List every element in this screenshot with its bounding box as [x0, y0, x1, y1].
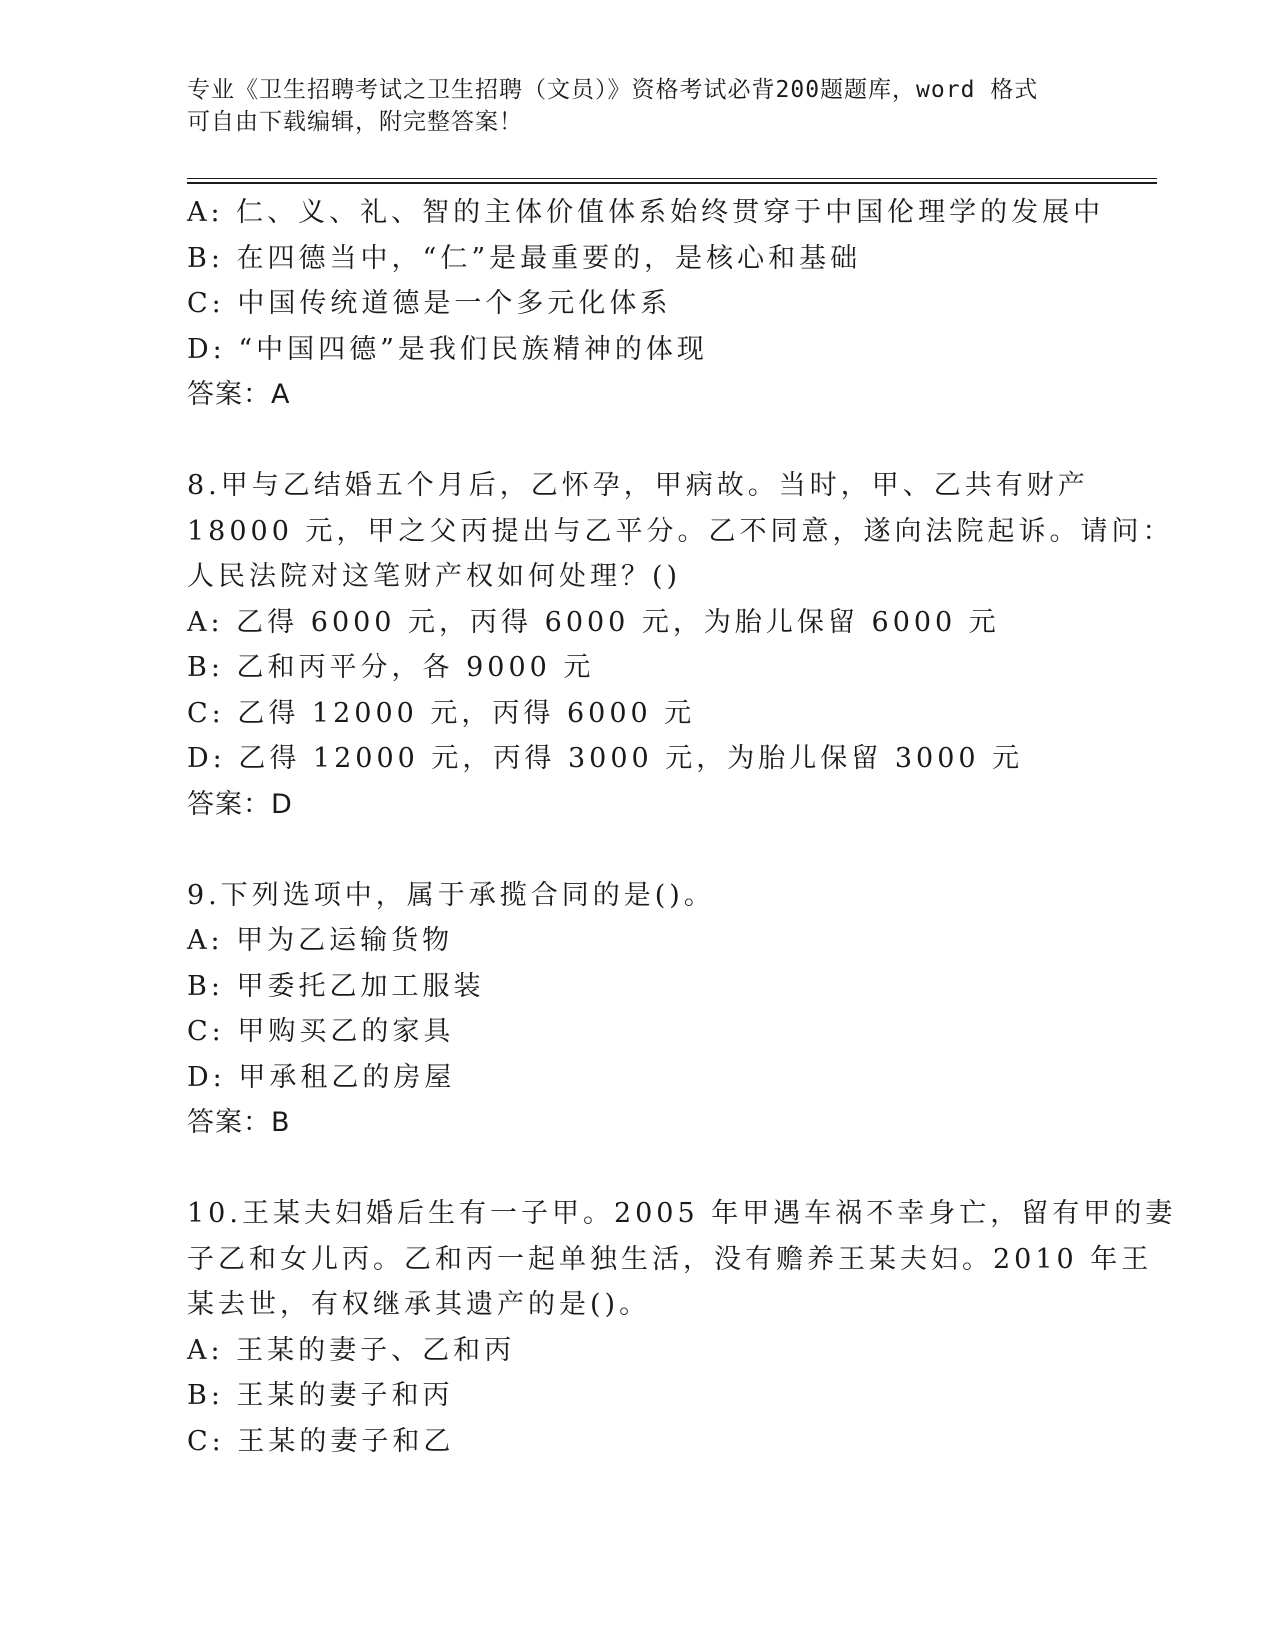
option-a: A: 仁、义、礼、智的主体价值体系始终贯穿于中国伦理学的发展中	[187, 197, 1105, 228]
question-9	[187, 873, 1107, 1146]
question-text-line-1: 10.王某夫妇婚后生有一子甲。2005 年甲遇车祸不幸身亡，留有甲的妻	[187, 1198, 1177, 1229]
question-7	[187, 190, 1107, 418]
question-text-line-2: 子乙和女儿丙。乙和丙一起单独生活，没有赡养王某夫妇。2010 年王	[187, 1243, 1153, 1275]
question-10	[187, 1191, 1177, 1464]
option-a: A: 甲为乙运输货物	[187, 925, 454, 956]
option-d: D: “中国四德”是我们民族精神的体现	[187, 333, 708, 365]
spacer	[187, 827, 1107, 873]
answer: 答案：B	[187, 1107, 291, 1138]
question-8	[187, 463, 1174, 827]
header-line-2: 可自由下载编辑，附完整答案！	[187, 109, 523, 135]
header-line-1: 专业《卫生招聘考试之卫生招聘（文员）》资格考试必背200题题库，word 格式	[187, 77, 1039, 103]
option-b: B: 乙和丙平分，各 9000 元	[187, 652, 595, 683]
header-divider-thick	[187, 182, 1157, 184]
question-text-line-2: 18000 元，甲之父丙提出与乙平分。乙不同意，遂向法院起诉。请问：	[187, 515, 1174, 547]
option-c: C: 甲购买乙的家具	[187, 1016, 455, 1047]
option-c: C: 中国传统道德是一个多元化体系	[187, 288, 672, 319]
spacer	[187, 418, 1107, 464]
option-b: B: 王某的妻子和丙	[187, 1380, 454, 1411]
option-a: A: 王某的妻子、乙和丙	[187, 1334, 516, 1366]
question-text-line-3: 某去世，有权继承其遗产的是()。	[187, 1289, 651, 1320]
question-text-line-1: 9.下列选项中，属于承揽合同的是()。	[187, 879, 715, 911]
header-divider-thin	[187, 178, 1157, 179]
option-d: D: 甲承租乙的房屋	[187, 1061, 456, 1093]
answer: 答案：A	[187, 379, 291, 410]
document-header	[187, 74, 1087, 138]
question-text-line-1: 8.甲与乙结婚五个月后，乙怀孕，甲病故。当时，甲、乙共有财产	[187, 470, 1089, 501]
question-text-line-3: 人民法院对这笔财产权如何处理？()	[187, 561, 682, 592]
option-b: B: 甲委托乙加工服装	[187, 970, 485, 1002]
spacer	[187, 1146, 1107, 1192]
question-list	[187, 190, 1177, 1464]
option-d: D: 乙得 12000 元，丙得 3000 元，为胎儿保留 3000 元	[187, 743, 1024, 774]
option-b: B: 在四德当中，“仁”是最重要的，是核心和基础	[187, 242, 862, 274]
option-c: C: 乙得 12000 元，丙得 6000 元	[187, 697, 696, 729]
answer: 答案：D	[187, 788, 293, 820]
option-c: C: 王某的妻子和乙	[187, 1425, 455, 1457]
option-a: A: 乙得 6000 元，丙得 6000 元，为胎儿保留 6000 元	[187, 606, 1000, 638]
